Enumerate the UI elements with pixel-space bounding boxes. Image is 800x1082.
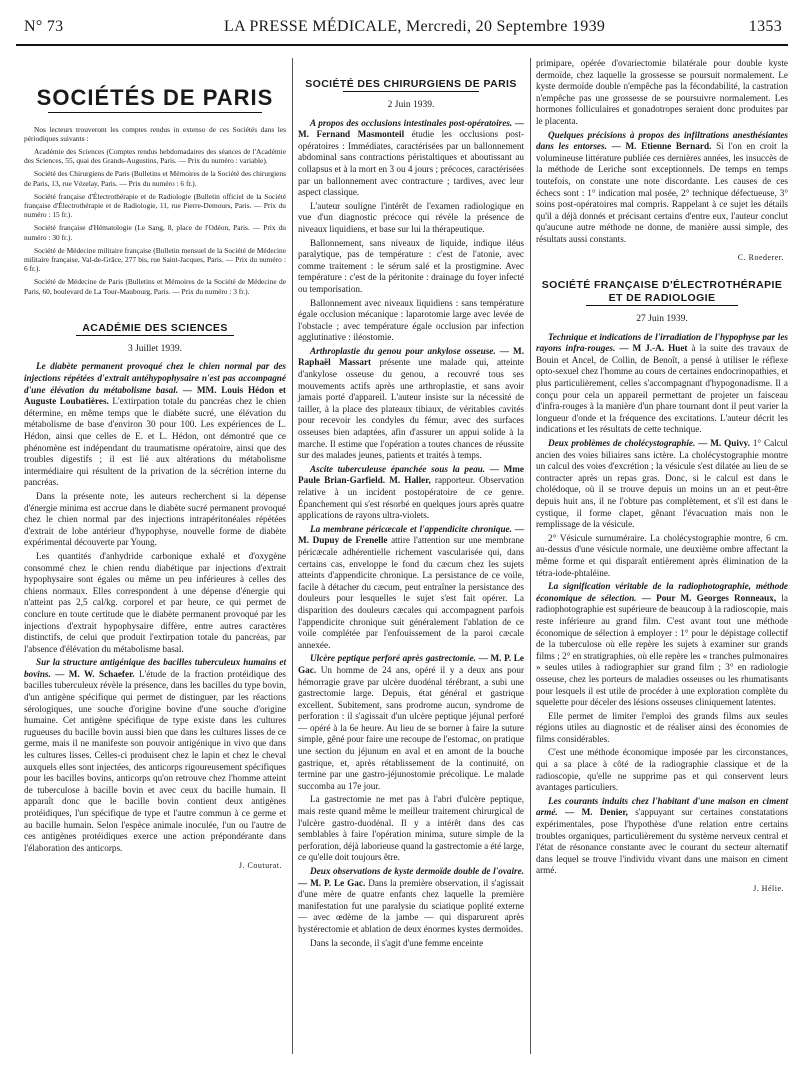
signature: C. Roederer. <box>737 252 784 262</box>
section-title: SOCIÉTÉ FRANÇAISE D'ÉLECTROTHÉRAPIE <box>541 279 783 292</box>
article-authors: — M. Fernand Masmonteil <box>298 117 525 140</box>
article-text: L'étude de la fraction protéidique des bacilles tuberculeux révèle la présence, dans les bacilles du type bovin, d'un antigène spécifique qui permet de distinguer, par les réactions sérologiques, une souche d'origine bovine d'une souche d'origine humaine. Cet antigène spécifique de type existe dans les cultures rugueuses du bacille bovin aussi bien que dans les cultures lisses de ce germe, mais il ne manifeste son pouvoir antigénique in vivo que dans les cultures lisses. Celles-ci produisent chez le lapin et chez le cheval auxquels elles sont injectées, des anticorps rigoureusement spécifiques pour les bacilles bovins, anticorps qu'on retrouve chez l'homme atteint de tuberculose à bacille bovin et avec ceux du bacille humain. Il apparaît donc que le bacille bovin contient deux antigènes protéidiques, l'un spécifique de type et l'autre commun à ce germe et au bacille humain. Selon l'espèce animale inoculée, l'un ou l'autre de ces antigènes protéidiques exerce une action prépondérante dans l'élaboration des anticorps. <box>24 668 287 853</box>
article-text: attire l'attention sur une membrane péricæcale adhérentielle richement vascularisée qui, dans certains cas, enveloppe le fond du cæcum chez les sujets atteints d'appendicite chronique. La persistance de ce voile, facile à détacher du cæcum, peut entraîner la persistance des douleurs pour lesquelles le sujet s'est fait opérer. La disparition des douleurs cæcales qui accompagnent parfois l'appendicite chronique suit généralement l'ablation de ce voile complétée par l'enfouissement de la paroi cæcale annexée. <box>298 535 525 650</box>
article-title: Arthroplastie du genou pour ankylose osseuse. <box>310 345 496 356</box>
periodical-entry: Société de Médecine de Paris (Bulletins et Mémoires de la Société de Médecine de Paris, 60, boulevard de La Tour-Maubourg, Paris. — Prix du numéro : 3 fr.). <box>24 277 286 296</box>
column-divider <box>530 58 531 1054</box>
article-lead <box>536 438 788 531</box>
article-lead <box>298 653 524 792</box>
article-text: étudie les occlusions post-opératoires : Immédiates, caractérisées par un ballonnement abdominal sans contractions péristaltiques et aboutissant au collapsus et à la mort en 3 ou 4 jours ; précoces, caractérisées par un ballonnement avec contracture ; tardives, avec leur aspect classique. <box>298 129 524 198</box>
periodical-entry: Société française d'Électrothérapie et de Radiologie (Bulletin officiel de la Société française d'Électrothérapie et de Radiologie, 11, rue Pierre-Demours, Paris. — Prix du numéro : 15 fr.). <box>24 191 286 220</box>
periodical-entry: Académie des Sciences (Comptes rendus hebdomadaires des séances de l'Académie des Sciences, 55, quai des Grands-Augustins, Paris. — Prix du numéro : variable). <box>24 147 286 166</box>
article-paragraph: L'auteur souligne l'intérêt de l'examen radiologique en vue d'un diagnostic précoce qui révèle la présence de niveaux liquidiens, et base sur lui la thérapeutique. <box>298 200 524 234</box>
column-left <box>24 58 286 880</box>
running-header <box>16 14 788 42</box>
article-lead <box>536 796 788 877</box>
article-authors: — M. P. Le Gac. <box>298 877 366 888</box>
journal-title: LA PRESSE MÉDICALE, Mercredi, 20 Septembre 1939 <box>224 18 606 35</box>
article-lead <box>298 118 524 199</box>
article-text: rapporteur. Observation relative à un incident postopératoire de ce genre. Épanchement qui s'est résorbé en quelques jours après quatre applications de rayons ultra-violets. <box>298 475 524 521</box>
article-lead <box>298 464 524 522</box>
article-title: Ulcère peptique perforé après gastrectomie. <box>310 653 476 664</box>
article-lead <box>536 130 788 246</box>
article-lead <box>298 866 524 936</box>
article-title: La membrane péricæcale et l'appendicite chronique. <box>310 523 512 534</box>
section-date: 27 Juin 1939. <box>636 314 688 325</box>
article-paragraph: Ballonnement avec niveaux liquidiens : sans température égale occlusion mécanique : laparotomie large avec levée de l'obstacle ; avec température égale occlusion par infection agglutinative : iléostomie. <box>298 297 524 343</box>
article-lead <box>24 657 286 854</box>
column-right <box>536 58 788 903</box>
periodical-entry: Société de Médecine militaire française (Bulletin mensuel de la Société de Médecine militaire française, Val-de-Grâce, 277 bis, rue Saint-Jacques, Paris. — Prix du numéro : 6 fr.). <box>24 245 286 274</box>
article-paragraph: Les quantités d'anhydride carbonique exhalé et d'oxygène consommé chez le chien rendu diabétique par injections d'extrait hypophysaire sont égales ou même un peu inférieures à celles des chiens normaux. Elles correspondent à une dépense d'énergie qui n'atteint pas 2,5 cal/kg. corporel et par heure, ce qui permet de conclure en toute certitude que le diabète permanent provoqué par les injections d'extrait hypophysaire diffère, entre autres caractères distinctifs, de celui que produit l'extirpation totale du pancréas, par l'absence d'élévation du métabolisme basal. <box>24 550 286 654</box>
article-authors: — M. Raphaël Massart <box>298 345 525 368</box>
article-authors: — M J.-A. Huet <box>619 343 688 354</box>
article-title: Ascite tuberculeuse épanchée sous la peau. <box>310 463 486 474</box>
article-text: Si l'on en croit la volumineuse littérature publiée ces dernières années, les insuccès de la méthode de Leriche sont exceptionnels. De temps en temps toutefois, on constate une note discordante. Les causes de ces échecs sont : 1° indication mal posée, 2° technique défectueuse, 3° soins post-opératoires mal compris. Rappelant à ce sujet les détails qu'il a déjà donnés et précisant certains d'entre eux, l'auteur conclut qu'aucune autre méthode ne donne, de manière aussi simple, des résultats aussi constants. <box>536 141 788 244</box>
article-lead <box>24 361 286 489</box>
article-paragraph: Dans la seconde, il s'agit d'une femme enceinte <box>310 937 484 948</box>
issue-number: N° 73 <box>24 18 64 35</box>
section-rule <box>586 305 737 306</box>
article-paragraph: primipare, opérée d'ovariectomie bilatérale pour double kyste dermoïde, chez laquelle la grossesse se poursuit normalement. Le kyste dermoïde double n'empêche pas la fécondabilité, la castration n'empêche pas une grossesse de se poursuivre normalement. Les hormones folliculaires et gonadotropes seraient donc produites par le placenta. <box>536 58 788 126</box>
article-text: s'appuyant sur certaines constatations expérimentales, pose l'hypothèse d'une relation entre certains troubles organiques, particulièrement du système nerveux central et l'état de résonance constante avec le courant du secteur alternatif dans lequel se trouve l'individu vivant dans une maison en ciment armé. <box>536 807 788 876</box>
article-authors: — M. Etienne Bernard. <box>611 141 712 152</box>
societes-title: SOCIÉTÉS DE PARIS <box>36 85 274 110</box>
article-text: la radiophotographie est supérieure de beaucoup à la radioscopie, mais reste inférieure au grand film. C'est avant tout une méthode économique de sélection à employer : 1° pour le dépistage collectif de la tuberculose où elle repère les sujets à examiner sur grands films ; 2° en stratigraphies, où elle repère les « tranches pulmonaires » seules utiles à radiographier sur grand film ; 3° en radiologie osseuse, chez les porteurs de maladies osseuses ou les rhumatisants pour lesquels il est utile de procéder à une exploration complète du squelette pour déceler des lésions osseuses cliniquement latentes. <box>536 592 788 708</box>
article-title: A propos des occlusions intestinales post-opératoires. <box>310 117 513 128</box>
article-paragraph: 2° Vésicule surnuméraire. La cholécystographie montre, 6 cm. au-dessus d'une vésicule normale, une deuxième ombre affectant la même forme et qui disparaît entièrement après élimination de la tétra-iode-phtaléine. <box>536 532 788 578</box>
article-text: L'extirpation totale du pancréas chez le chien détermine, en même temps que le diabète sucré, une élévation du métabolisme de base d'environ 30 pour 100. Les expériences de L. Hédon, ainsi que celles de E. et L. Hédon, ont démontré que ce phénomène est indépendant du traumatisme opératoire, ainsi que des troubles digestifs ; il est lié aux altérations du métabolisme intermédiaire qui résultent de la privation de la sécrétion interne du pancréas. <box>24 396 287 488</box>
section-title: SOCIÉTÉ DES CHIRURGIENS DE PARIS <box>305 78 517 90</box>
signature: J. Couturat. <box>238 861 282 871</box>
article-authors: — M. Quivy. <box>698 438 750 449</box>
academie-date: 3 Juillet 1939. <box>127 343 183 354</box>
signature: J. Hélie. <box>753 884 784 893</box>
article-authors: — Mme Paule Brian-Garfield. M. Haller, <box>298 463 524 486</box>
article-text: à la suite des travaux de Bouin et Ancel, de Collin, de Benoît, a pensé à utiliser le réflexe opto-sexuel chez l'homme au cours de certaines endocrinopathies, et plus particulièrement, celles s'accompagnant d'hypogonadisme. Il a conçu pour cela un appareil permettant de projeter un faisceau d'infra-rouges à la manière d'un phare tournant dont il peut varier la longueur d'onde et la fréquence des excitations. L'auteur décrit les indications et les résultats de cette technique. <box>536 343 789 435</box>
article-paragraph: Ballonnement, sans niveaux de liquide, indique iléus paralytique, pas de température : c'est de l'atonie, avec comme traitement : le sérum salé et la prostigmine. Avec température : c'est de la péritonite : drainage du foyer infecté ou temporisation. <box>298 237 524 294</box>
article-authors: — M. Denier, <box>565 807 628 818</box>
periodicals-intro: Nos lecteurs trouveront les comptes rendus in extenso de ces Sociétés dans les périodiques suivants : <box>24 124 286 143</box>
section-title-line2: ET DE RADIOLOGIE <box>608 292 716 305</box>
article-lead <box>536 332 788 436</box>
article-authors: — Pour M. Georges Ronneaux, <box>641 592 777 603</box>
article-paragraph: La gastrectomie ne met pas à l'abri d'ulcère peptique, mais reste quand même le meilleur traitement chirurgical de l'ulcère gastro-duodénal. Il y a intérêt dans des cas semblables à faire l'opération minima, suture simple de la perforation, déjà laborieuse quand la gastrectomie a été large, ce qu'elle doit toujours être. <box>298 794 524 863</box>
article-title: Les courants induits chez l'habitant d'une maison en ciment armé. <box>536 795 788 818</box>
column-divider <box>292 58 293 1054</box>
article-text: présente une malade qui, atteinte d'ankylose osseuse du genou, a recouvré tous ses mouvements actifs après une arthroplastie, et sans avoir jamais porté d'appareil. L'auteur insiste sur la nécessité de tailler, à la place des plateaux tibiaux, de véritables cavités pour recevoir les condyles du fémur, avec des surfaces osseuses bien adaptées, afin d'assurer un appui solide à la marche. Il estime que l'opération a toutes chances de réussite sur des malades jeunes, patients et traités à temps. <box>298 357 524 461</box>
article-authors: — M. W. Schaefer. <box>55 668 135 679</box>
article-paragraph: Elle permet de limiter l'emploi des grands films aux seules régions utiles au diagnostic et de réaliser ainsi des économies de films considérables. <box>536 710 788 744</box>
section-rule <box>343 91 479 92</box>
section-date: 2 Juin 1939. <box>387 100 435 110</box>
page-number: 1353 <box>748 18 782 35</box>
article-title: La signification véritable de la radiophotographie, méthode économique de sélection. <box>536 581 788 603</box>
article-title: Le diabète permanent provoqué chez le chien normal par des injections répétées d'extrait antéhypophysaire n'est pas accompagné d'une élévation du métabolisme basal. <box>24 361 286 395</box>
title-rule <box>48 112 262 113</box>
academie-title: ACADÉMIE DES SCIENCES <box>82 321 228 334</box>
article-text: Un homme de 24 ans, opéré il y a deux ans pour hémorragie grave par ulcère duodénal térébrant, a subi une gastrectomie large. Depuis, état général et gastrique excellent. Subitement, sans prodrome aucun, syndrome de perforation : il s'agissait d'un ulcère peptique jéjunal perforé — opéré à la 6e heure. Au lieu de se borner à faire la suture simple, gêné pour faire une recoupe de l'estomac, on pratique une section du jéjunum en aval et en amont de la bouche gastrique, et, après rétablissement de la continuité, on termine par une gastro-jéjunostomie précolique. Le malade succomba au 17e jour. <box>298 664 524 791</box>
article-authors: — M. P. Le Gac. <box>298 653 525 675</box>
periodical-entry: Société française d'Hématologie (Le Sang, 8, place de l'Odéon, Paris. — Prix du numéro : 30 fr.). <box>24 223 286 242</box>
article-lead <box>536 581 788 709</box>
section-rule <box>76 335 233 336</box>
column-middle <box>298 78 524 951</box>
header-rule <box>16 44 788 46</box>
article-paragraph: C'est une méthode économique imposée par les circonstances, qui a sa place à côté de la radiographie classique et de la radioscopie, qu'elle ne supprime pas et qui conservent leurs avantages particuliers. <box>536 747 788 793</box>
article-text: 1° Calcul ancien des voies biliaires sans ictère. La cholécystographie montre un calcul des voies d'excrétion ; la vésicule s'est dilatée au lieu de se contracter après un repas gras. Donc, si le calcul est dans le cholédoque, où il se trouve depuis un moins un an et peut-être depuis huit ans, il ne l'obture pas complètement, et s'il est dans le cystique, il forme clapet, gênant l'évacuation mais non le remplissage de la vésicule. <box>536 438 788 530</box>
article-title: Sur la structure antigénique des bacilles tuberculeux humains et bovins. <box>24 657 286 679</box>
article-text: Dans la première observation, il s'agissait d'une mère de quatre enfants chez laquelle la première manifestation fut une paralysie du sciatique poplité externe — avec œdème de la jambe — qui disparurent après hystérectomie et ablation de deux énormes kystes dermoïdes. <box>298 877 525 934</box>
article-paragraph: Dans la présente note, les auteurs recherchent si la dépense d'énergie minima est accrue dans le diabète sucré permanent provoqué chez le chien normal par des injections intrapéritonéales répétées d'extrait de lobe antérieur d'hypophyse, nouvelle forme de diabète expérimental découverte par Young. <box>24 490 286 548</box>
article-title: Quelques précisions à propos des infiltrations anesthésiantes dans les entorses. <box>536 129 788 152</box>
article-title: Technique et indications de l'irradiation de l'hypophyse par les rayons infra-rouges. <box>536 331 788 354</box>
newspaper-page <box>16 14 788 1072</box>
article-title: Deux observations de kyste dermoïde double de l'ovaire. <box>310 866 524 876</box>
article-title: Deux problèmes de cholécystographie. <box>548 438 696 449</box>
periodical-entry: Société des Chirurgiens de Paris (Bulletins et Mémoires de la Société des chirurgiens de Paris, 13, rue Vézelay, Paris. — Prix du numéro : 6 fr.). <box>24 169 286 188</box>
article-authors: — MM. Louis Hédon et Auguste Loubatières. <box>24 384 286 407</box>
article-authors: — M. Dupuy de Frenelle <box>298 523 524 546</box>
article-lead <box>298 346 524 462</box>
article-lead <box>298 524 524 652</box>
